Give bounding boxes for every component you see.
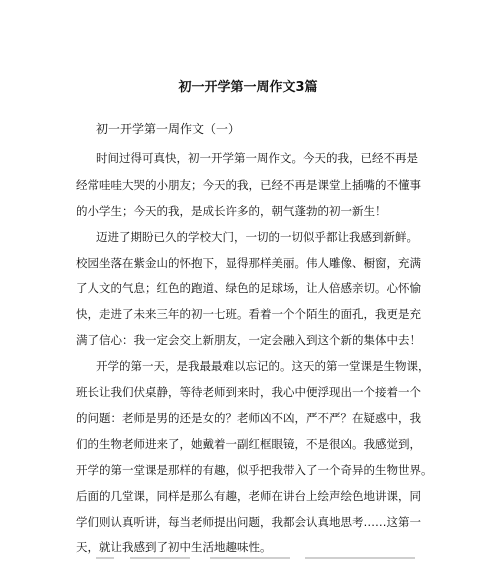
document-title: 初一开学第一周作文3篇 <box>178 80 318 95</box>
paragraph-line: 时间过得可真快，初一开学第一周作文。今天的我，已经不再是 <box>96 151 418 165</box>
paragraph-line: 开学的第一天，是我最最难以忘记的。这天的第一堂课是生物课， <box>96 359 430 373</box>
paragraph-line: 后面的几堂课，同样是那么有趣，老师在讲台上绘声绘色地讲课，同 <box>76 489 421 503</box>
cropped-text-fragment <box>210 557 290 559</box>
document-subtitle: 初一开学第一周作文（一） <box>96 122 241 136</box>
paragraph-line: 迈进了期盼已久的学校大门，一切的一切似乎都让我感到新鲜。 <box>96 230 418 244</box>
paragraph-line: 的问题：老师是男的还是女的？老师凶不凶，严不严？在疑惑中，我 <box>76 411 421 425</box>
cropped-text-fragment <box>305 557 415 559</box>
cropped-next-line <box>0 553 496 561</box>
paragraph-line: 学们则认真听讲，每当老师提出问题，我都会认真地思考……这第一 <box>76 515 421 529</box>
paragraph-line: 班长让我们伏桌静，等待老师到来时，我心中便浮现出一个接着一个 <box>76 385 421 399</box>
paragraph-line: 校园坐落在紫金山的怀抱下，显得那样美丽。伟人雕像、橱窗，充满 <box>76 256 421 270</box>
paragraph-line: 了人文的气息；红色的跑道、绿色的足球场，让人倍感亲切。心怀愉 <box>76 281 421 295</box>
cropped-text-fragment <box>96 557 114 559</box>
paragraph-line: 满了信心：我一定会交上新朋友，一定会融入到这个新的集体中去！ <box>76 333 421 347</box>
paragraph-line: 经常哇哇大哭的小朋友；今天的我，已经不再是课堂上插嘴的不懂事 <box>76 178 421 192</box>
paragraph-line: 们的生物老师进来了，她戴着一副红框眼镜，不是很凶。我感觉到， <box>76 437 421 451</box>
paragraph-line: 天，就让我感到了初中生活地趣味性。 <box>76 540 272 554</box>
cropped-text-fragment <box>130 557 190 559</box>
paragraph-line: 开学的第一堂课是那样的有趣，似乎把我带入了一个奇异的生物世界。 <box>76 463 433 477</box>
paragraph-line: 快，走进了未来三年的初一七班。看着一个个陌生的面孔，我更是充 <box>76 307 421 321</box>
paragraph-line: 的小学生；今天的我，是成长许多的，朝气蓬勃的初一新生！ <box>76 204 387 218</box>
